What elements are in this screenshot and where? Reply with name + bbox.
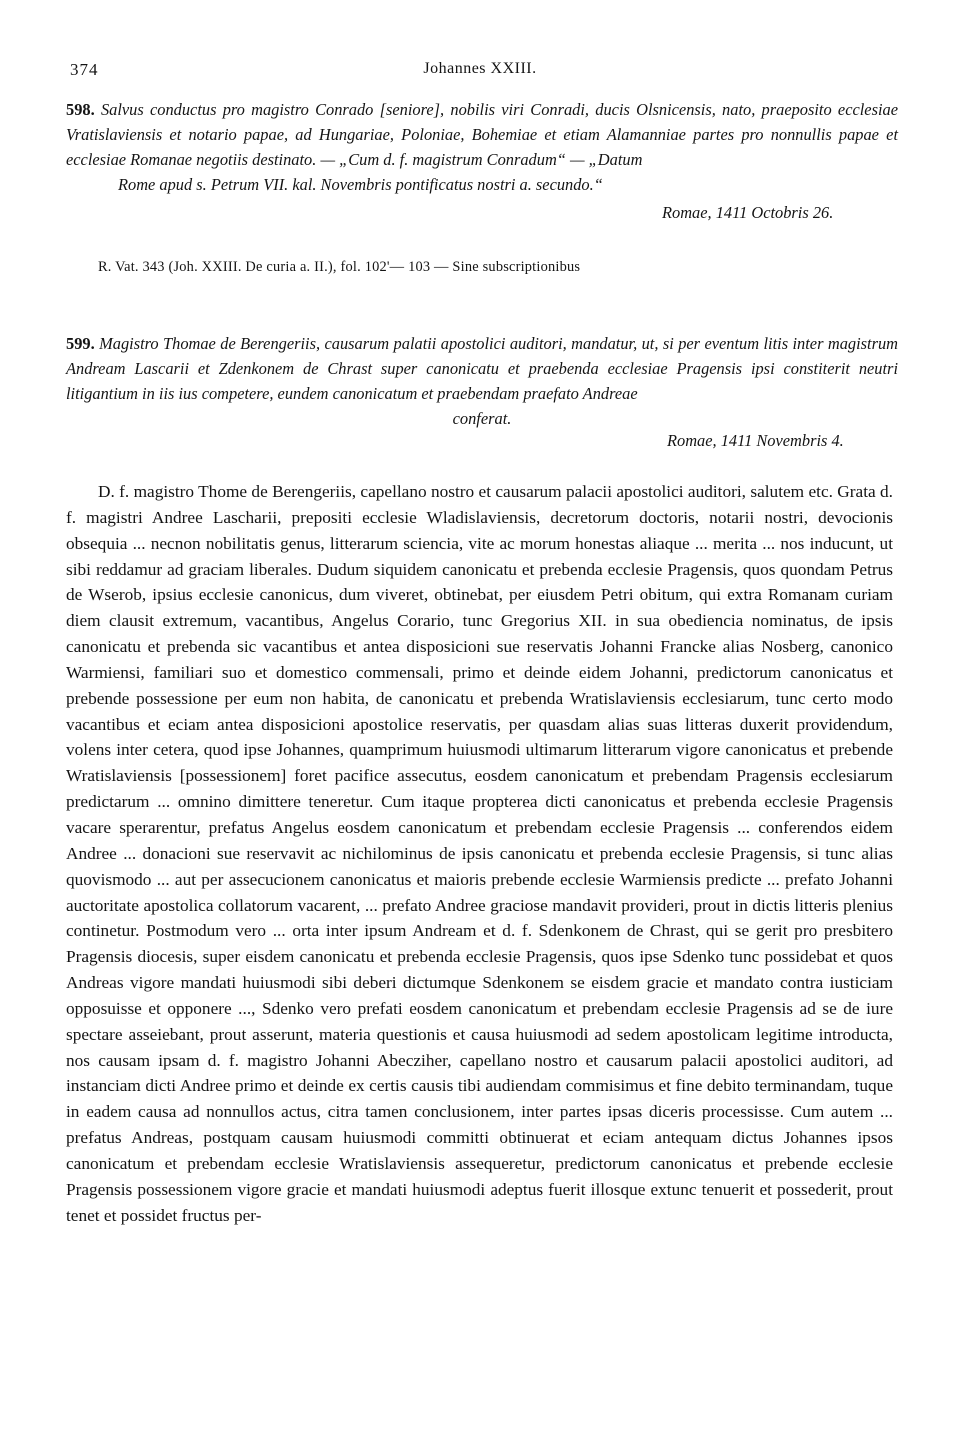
entry-598-source-reference: R. Vat. 343 (Joh. XXIII. De curia a. II.), fol. 102'— 103 — Sine subscriptionibus — [98, 259, 581, 275]
entry-599-document-text: D. f. magistro Thome de Berengeriis, capellano nostro et causarum palacii apostolici auditori, salutem etc. Grata d. f. magistri Andree Lascharii, prepositi ecclesie Wladislaviensis, decretorum doctoris, notarii nostri, devocionis obsequia ... necnon nobilitatis genus, litterarum sciencia, vite ac morum honestas aliaque ... merita ... nos inducunt, ut sibi reddamur ad graciam liberales. Dudum siquidem canonicatu et prebenda ecclesie Pragensis, quos quondam Petrus de Wserob, ipsius ecclesie canonicus, dum viveret, obtinebat, per eiusdem Petri obitum, qui extra Romanam curiam diem clausit extremum, vacantibus, Angelus Corario, tunc Gregorius XII. in sua obediencia nominatus, de ipsis canonicatu et prebenda sic vacantibus et antea disposicioni sue reservatis Johanni Francke alias Nosberg, canonico Warmiensi, familiari suo et domestico commensali, primo et deinde eidem Johanni, predictorum canonicatus et prebende possessione per eum non habita, de canonicatu et prebenda Wratislaviensis ecclesiarum, tunc certo modo vacantibus et eciam antea disposicioni apostolice reservatis, per quasdam alias suas litteras duxerit providendum, volens inter cetera, quod ipse Johannes, quamprimum huiusmodi ultimarum litterarum vigore canonicatus et prebende Wratislaviensis [possessionem] foret pacifice assecutus, eosdem canonicatum et prebendam Pragensis ecclesiarum predictarum ... omnino dimittere teneretur. Cum itaque propterea dicti canonicatus et prebenda ecclesie Pragensis vacare sperarentur, prefatus Angelus eosdem canonicatum et prebendam ecclesie Pragensis ... conferendos eidem Andree ... donacioni sue reservavit ac nichilominus de ipsis canonicatu et prebenda ecclesie Pragensis, si tunc alias quovismodo ... aut per assecucionem canonicatus et maioris prebende ecclesie Warmiensis predicte ... prefato Johanni auctoritate apostolica collatorum vacarent, ... prefato Andree graciose mandavit provideri, prout in dictis litteris plenius continetur. Postmodum vero ... orta inter ipsum Andream et d. f. Sdenkonem de Chrast, qui se gerit pro presbitero Pragensis diocesis, super eisdem canonicatu et prebenda ecclesie Pragensis, quos ipse Sdenko tunc possidebat et quos Andreas vigore mandati huiusmodi sibi deberi dictumque Sdenkonem se eisdem gracie et mandato contra iusticiam opposuisse et opponere ..., Sdenko vero prefati eosdem canonicatum et prebendam ecclesie Pragensis ad se de iure spectare asseiebant, prout asserunt, materia questionis et causa huiusmodi ad sedem apostolicam legitime introducta, nos causam ipsam d. f. magistro Johanni Abecziher, capellano nostro et causarum palacii apostolici auditori, ad instanciam dicti Andree primo et deinde ex certis causis tibi audiendam commisimus et fine debito terminandam, tuque in eadem causa ad nonnullos actus, citra tamen conclusionem, inter partes ipsas diceris processisse. Cum autem ... prefatus Andreas, postquam causam huiusmodi committi obtinuerat et eciam antequam dictus Johannes ipsos canonicatum et prebendam ecclesie Wratislaviensis assequeretur, predictorum canonicatus et prebende ecclesie Pragensis possessionem vigore gracie et mandati huiusmodi adeptus fuerit illosque extunc tenuerit et possederit, prout tenet et possidet fructus per- — [66, 482, 893, 1225]
entry-599-dateline: Romae, 1411 Novembris 4. — [667, 431, 844, 450]
regest-continuation: Rome apud s. Petrum VII. kal. Novembris pontificatus nostri a. secundo.“ — [118, 175, 603, 194]
regest-last-line: conferat. — [452, 409, 512, 428]
entry-598-dateline: Romae, 1411 Octobris 26. — [662, 203, 834, 222]
running-head: Johannes XXIII. — [423, 60, 537, 77]
regest-text: Magistro Thomae de Berengeriis, causarum palatii apostolici auditori, mandatur, ut, si per eventum litis inter magistrum Andream Lascarii et Zdenkonem de Chrast super canonicatu et praebenda ecclesiae Pragensis ipsi constiterit neutri litigantium in iis ius competere, eundem canonicatum et praebendam praefato Andreae — [66, 334, 898, 403]
entry-number: 598. — [66, 100, 95, 119]
page-number: 374 — [70, 60, 99, 79]
regest-text: Salvus conductus pro magistro Conrado [seniore], nobilis viri Conradi, ducis Olsnicensis, nato, praeposito ecclesiae Vratislaviensis et notario papae, ad Hungariae, Poloniae, Bohemiae et etiam Alamanniae partes pro nonnullis papae et ecclesiae Romanae negotiis destinato. — „Cum d. f. magistrum Conradum“ — „Datum — [66, 100, 898, 169]
entry-number: 599. — [66, 334, 95, 353]
entry-598-regest — [66, 97, 898, 197]
page-header — [0, 60, 960, 86]
entry-599-regest — [66, 331, 898, 431]
